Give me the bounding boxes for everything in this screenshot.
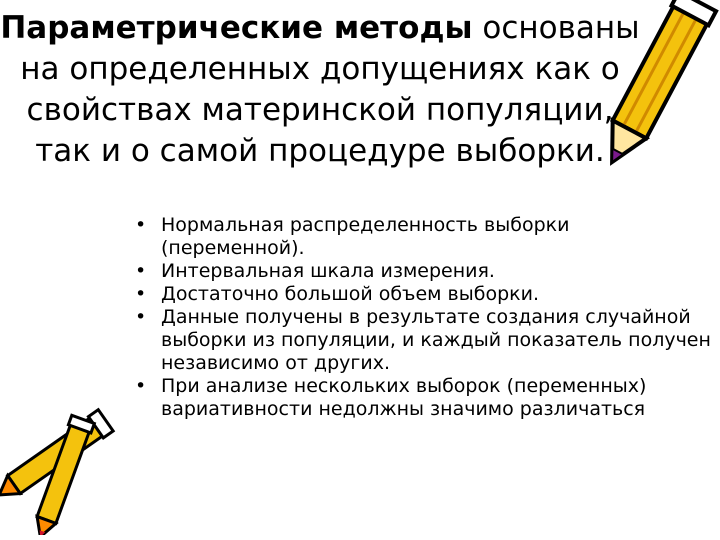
bullet-list — [133, 214, 713, 421]
bullet-text: Данные получены в результате создания случайной выборки из популяции, и каждый показатель получен независимо от других. — [161, 306, 711, 374]
bullet-dot: • — [135, 260, 147, 282]
bullet-text: Достаточно большой объем выборки. — [161, 283, 540, 305]
bullet-item — [133, 375, 713, 421]
title-emphasis: Параметрические методы — [0, 10, 473, 46]
crayons-clipart-icon — [0, 385, 140, 535]
bullet-text: Нормальная распределенность выборки (переменной). — [161, 214, 570, 259]
slide-title — [0, 8, 640, 172]
bullet-dot: • — [135, 283, 147, 305]
bullet-text: Интервальная шкала измерения. — [161, 260, 495, 282]
bullet-dot: • — [135, 375, 147, 397]
title-text: основаны на определенных допущениях как о свойствах материнской популяции, так и о самой процедуре выборки. — [20, 10, 640, 169]
bullet-item — [133, 214, 713, 260]
bullet-item — [133, 283, 713, 306]
bullet-item — [133, 306, 713, 375]
bullet-item — [133, 260, 713, 283]
pencil-clipart-icon — [585, 0, 720, 175]
bullet-dot: • — [135, 306, 147, 328]
bullet-text: При анализе нескольких выборок (переменных) вариативности недолжны значимо различаться — [161, 375, 647, 420]
bullet-dot: • — [135, 214, 147, 236]
